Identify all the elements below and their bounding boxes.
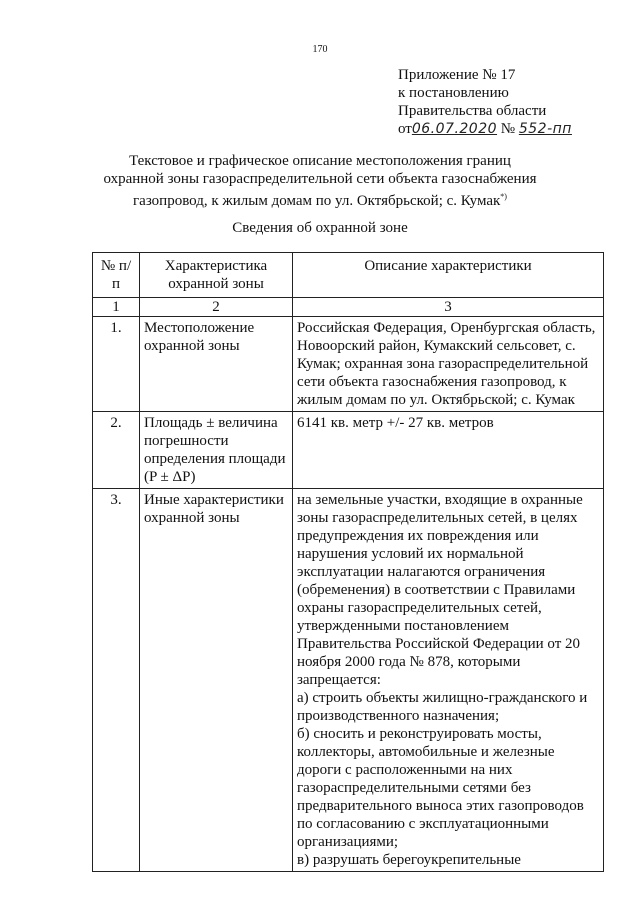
handwritten-number: 552-пп [518,121,572,137]
title-line-3-wrap [80,188,560,210]
row-description: Российская Федерация, Оренбургская область, Новоорский район, Кумакский сельсовет, с. Кумак; охранная зона газораспределительной сети объекта газоснабжения газопровод, к жилым домам по ул. Октябрьской; с. Кумак [293,317,604,412]
title-line-3: газопровод, к жилым домам по ул. Октябрьской; с. Кумак [133,193,501,209]
appendix-line-1: Приложение № 17 [398,67,516,83]
header-number: № п/п [93,253,140,298]
column-number-2: 2 [140,298,293,317]
row-description: 6141 кв. метр +/- 27 кв. метров [293,412,604,489]
table-header-row [93,253,604,298]
appendix-line-3: Правительства области [398,103,547,119]
row-number: 1. [93,317,140,412]
page-number: 170 [312,44,328,55]
section-subtitle: Сведения об охранной зоне [232,220,408,236]
document-title [80,152,560,210]
row-description: на земельные участки, входящие в охранные зоны газораспределительных сетей, в целях предупреждения их повреждения или нарушения условий их нормальной эксплуатации налагаются ограничения (обременения) в соответствии с Правилами охраны газораспределительных сетей, утвержденными постановлением Правительства Российской Федерации от 20 ноября 2000 года № 878, которыми запрещается: [297,492,583,688]
footnote-mark: *) [500,192,507,201]
header-characteristic: Характеристика охранной зоны [140,253,293,298]
appendix-line-2: к постановлению [398,85,509,101]
row-number: 2. [93,412,140,489]
table-row [93,489,604,872]
from-prefix: от [398,121,412,137]
row-characteristic: Площадь ± величина погрешности определения площади (P ± ΔP) [140,412,293,489]
restriction-item-b: б) сносить и реконструировать мосты, коллекторы, автомобильные и железные дороги с расположенными на них газораспределительными сетями без предварительного выноса этих газопроводов по согласованию с эксплуатационными организациями; [297,726,584,850]
appendix-block [398,66,572,138]
restriction-item-a: а) строить объекты жилищно-гражданского и производственного назначения; [297,690,588,724]
row-characteristic: Местоположение охранной зоны [140,317,293,412]
restriction-item-c: в) разрушать берегоукрепительные [297,852,521,868]
row-number: 3. [93,489,140,872]
title-line-1: Текстовое и графическое описание местоположения границ [129,153,511,169]
column-number-row [93,298,604,317]
header-description: Описание характеристики [293,253,604,298]
title-line-2: охранной зоны газораспределительной сети объекта газоснабжения [103,171,537,187]
handwritten-date: 06.07.2020 [411,121,498,137]
table-row [93,412,604,489]
row-description-cell [293,489,604,872]
column-number-1: 1 [93,298,140,317]
protection-zone-table [92,252,604,872]
table-row [93,317,604,412]
column-number-3: 3 [293,298,604,317]
row-characteristic: Иные характеристики охранной зоны [140,489,293,872]
appendix-date-line [398,120,572,138]
number-prefix: № [500,121,516,137]
